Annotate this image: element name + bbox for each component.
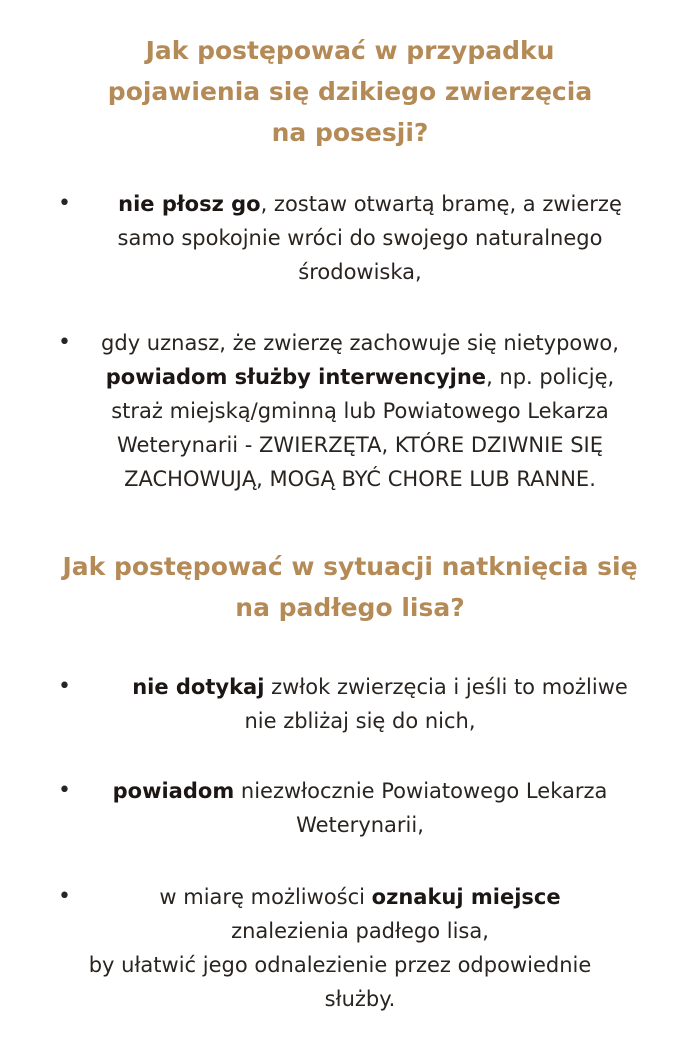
list-item [0, 774, 700, 842]
item-text: , np. policję, [486, 365, 615, 389]
section1-title-line: pojawienia się dzikiego zwierzęcia [107, 77, 593, 106]
item-line: służby. [324, 987, 396, 1011]
item-text: zwłok zwierzęcia i jeśli to możliwe [264, 675, 628, 699]
bullet-icon: • [58, 778, 71, 803]
item-line: środowiska, [298, 260, 422, 284]
list-item [0, 670, 700, 738]
item-line: samo spokojnie wróci do swojego naturalnego [117, 226, 603, 250]
item-emphasis: powiadom służby interwencyjne [105, 365, 487, 389]
item-emphasis: nie dotykaj [132, 675, 265, 699]
item-line [0, 880, 700, 914]
bullet-icon: • [58, 884, 71, 909]
section1-title-line: Jak postępować w przypadku [145, 36, 555, 65]
item-line [0, 774, 700, 808]
bullet-icon: • [58, 191, 71, 216]
bullet-icon: • [58, 330, 71, 355]
section2-title-line: Jak postępować w sytuacji natknięcia się [62, 552, 638, 581]
item-line: znalezienia padłego lisa, [231, 919, 489, 943]
item-emphasis: oznakuj miejsce [371, 885, 561, 909]
item-line: by ułatwić jego odnalezienie przez odpowiednie [88, 953, 592, 977]
list-item [0, 880, 700, 1016]
item-line: Weterynarii - ZWIERZĘTA, KTÓRE DZIWNIE SIĘ [116, 433, 604, 457]
item-emphasis: nie płosz go [118, 192, 261, 216]
section1-title [0, 30, 700, 153]
section2-title [0, 546, 700, 628]
item-text: , zostaw otwartą bramę, a zwierzę [260, 192, 622, 216]
list-item [0, 326, 700, 496]
item-line [0, 360, 700, 394]
item-line: Weterynarii, [296, 813, 424, 837]
item-text: niezwłocznie Powiatowego Lekarza [234, 779, 608, 803]
item-emphasis: powiadom [112, 779, 235, 803]
item-line: gdy uznasz, że zwierzę zachowuje się nietypowo, [101, 331, 619, 355]
item-line: nie zbliżaj się do nich, [244, 709, 476, 733]
item-line [0, 187, 700, 221]
section2-title-line: na padłego lisa? [235, 593, 465, 622]
item-text: w miarę możliwości [159, 885, 372, 909]
list-item [0, 187, 700, 289]
item-line: ZACHOWUJĄ, MOGĄ BYĆ CHORE LUB RANNE. [124, 467, 596, 491]
item-line: straż miejską/gminną lub Powiatowego Lekarza [111, 399, 609, 423]
item-line [0, 670, 700, 704]
bullet-icon: • [58, 674, 71, 699]
section1-title-line: na posesji? [271, 118, 429, 147]
